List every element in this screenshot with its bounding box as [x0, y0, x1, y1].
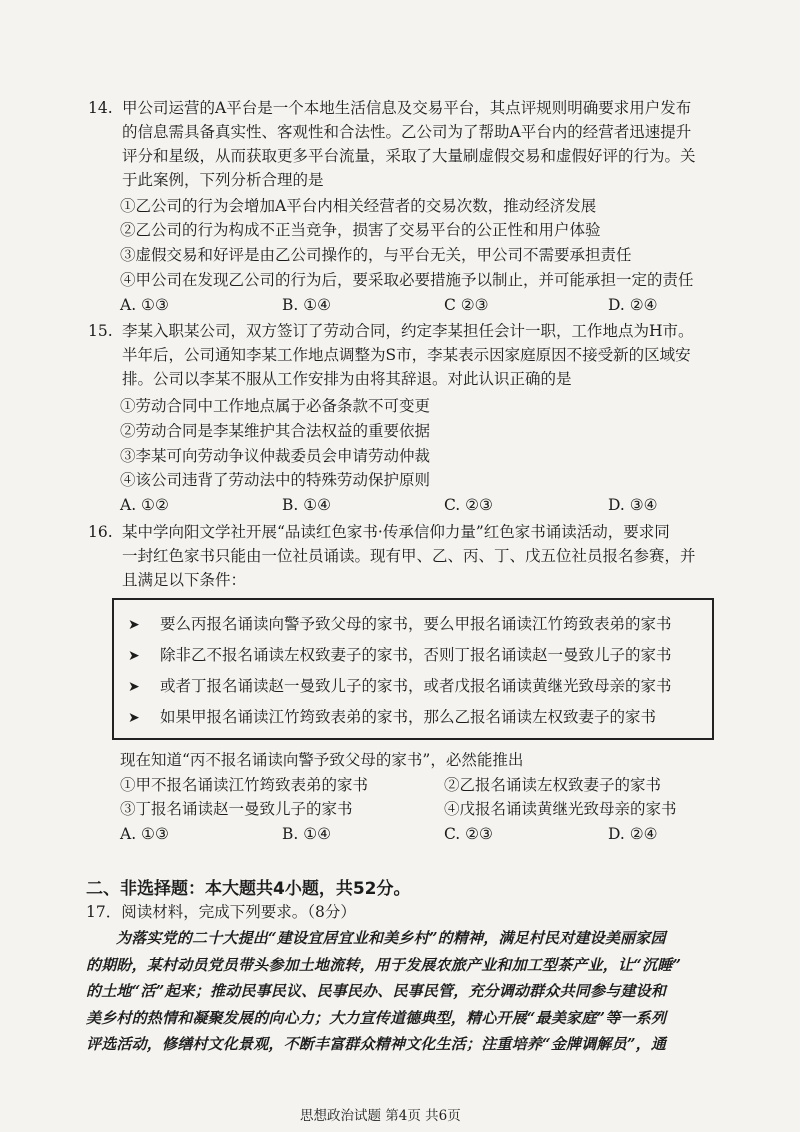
- statement-2: ②劳动合同是李某维护其合法权益的重要依据: [120, 422, 431, 440]
- question-14: [88, 96, 718, 192]
- option-c[interactable]: C. ②③: [444, 496, 493, 514]
- question-15: [88, 319, 718, 391]
- statement-2: ②乙公司的行为构成不正当竞争，损害了交易平台的公正性和用户体验: [120, 221, 601, 239]
- option-d[interactable]: D. ②④: [608, 825, 658, 843]
- arrow-icon: ➤: [128, 679, 140, 695]
- condition-1: [128, 612, 672, 637]
- condition-2: [128, 643, 672, 668]
- question-prompt: 现在知道“丙不报名诵读向警予致父母的家书”，必然能推出: [120, 751, 524, 769]
- question-16: [88, 520, 718, 592]
- option-b[interactable]: B. ①④: [282, 296, 332, 314]
- option-c[interactable]: C ②③: [444, 296, 489, 314]
- statement-3: ③虚假交易和好评是由乙公司操作的，与平台无关，甲公司不需要承担责任: [120, 246, 632, 264]
- section-title: 二、非选择题：本大题共4小题，共52分。: [86, 879, 411, 899]
- stem-line: 评分和星级，从而获取更多平台流量，采取了大量刷虚假交易和虚假好评的行为。关: [122, 147, 696, 165]
- stem-line: 排。公司以李某不服从工作安排为由将其辞退。对此认识正确的是: [122, 370, 572, 388]
- statement-4: ④甲公司在发现乙公司的行为后，要采取必要措施予以制止，并可能承担一定的责任: [120, 271, 694, 289]
- statement-3: ③丁报名诵读赵一曼致儿子的家书: [120, 800, 353, 818]
- option-b[interactable]: B. ①④: [282, 496, 332, 514]
- question-stem: [122, 96, 718, 192]
- question-number: 15.: [88, 322, 113, 340]
- arrow-icon: ➤: [128, 617, 140, 633]
- option-d[interactable]: D. ②④: [608, 296, 658, 314]
- stem-line: 且满足以下条件：: [122, 571, 247, 589]
- option-c[interactable]: C. ②③: [444, 825, 493, 843]
- material-line: 的期盼，某村动员党员带头参加土地流转，用于发展农旅产业和加工型茶产业，让“沉睡”: [86, 955, 682, 974]
- statement-2: ②乙报名诵读左权致妻子的家书: [444, 776, 662, 794]
- statement-1: ①乙公司的行为会增加A平台内相关经营者的交易次数，推动经济发展: [120, 197, 597, 215]
- statement-4: ④戊报名诵读黄继光致母亲的家书: [444, 800, 677, 818]
- option-a[interactable]: A. ①②: [120, 496, 169, 514]
- question-stem: [122, 319, 718, 391]
- material-paragraph: [86, 925, 718, 1058]
- question-number: 14.: [88, 99, 113, 117]
- stem-line: 某中学向阳文学社开展“品读红色家书·传承信仰力量”红色家书诵读活动，要求同: [122, 523, 670, 541]
- condition-3: [128, 674, 672, 699]
- option-a[interactable]: A. ①③: [120, 825, 169, 843]
- option-b[interactable]: B. ①④: [282, 825, 332, 843]
- statement-3: ③李某可向劳动争议仲裁委员会申请劳动仲裁: [120, 447, 431, 465]
- question-17-header: 17．阅读材料，完成下列要求。（8分）: [86, 903, 356, 921]
- condition-text: 除非乙不报名诵读左权致妻子的家书，否则丁报名诵读赵一曼致儿子的家书: [160, 646, 672, 664]
- stem-line: 半年后，公司通知李某工作地点调整为S市，李某表示因家庭原因不接受新的区域安: [122, 346, 691, 364]
- stem-line: 于此案例，下列分析合理的是: [122, 171, 324, 189]
- statement-1: ①甲不报名诵读江竹筠致表弟的家书: [120, 776, 369, 794]
- conditions-box: [112, 598, 714, 740]
- material-line: 为落实党的二十大提出“建设宜居宜业和美乡村”的精神，满足村民对建设美丽家园: [116, 929, 666, 947]
- page-footer: 思想政治试题 第4页 共6页: [300, 1108, 461, 1124]
- condition-text: 如果甲报名诵读江竹筠致表弟的家书，那么乙报名诵读左权致妻子的家书: [160, 708, 657, 726]
- stem-line: 的信息需具备真实性、客观性和合法性。乙公司为了帮助A平台内的经营者迅速提升: [122, 123, 692, 141]
- stem-line: 李某入职某公司，双方签订了劳动合同，约定李某担任会计一职，工作地点为H市。: [122, 322, 694, 340]
- material-line: 美乡村的热情和凝聚发展的向心力；大力宣传道德典型，精心开展“最美家庭”等一系列: [86, 1008, 667, 1027]
- question-number: 16.: [88, 523, 113, 541]
- arrow-icon: ➤: [128, 648, 140, 664]
- stem-line: 甲公司运营的A平台是一个本地生活信息及交易平台，其点评规则明确要求用户发布: [122, 99, 692, 117]
- condition-text: 要么丙报名诵读向警予致父母的家书，要么甲报名诵读江竹筠致表弟的家书: [160, 615, 672, 633]
- option-a[interactable]: A. ①③: [120, 296, 169, 314]
- statement-1: ①劳动合同中工作地点属于必备条款不可变更: [120, 397, 431, 415]
- condition-4: [128, 705, 656, 730]
- material-line: 的土地“活”起来；推动民事民议、民事民办、民事民管，充分调动群众共同参与建设和: [86, 982, 667, 1000]
- condition-text: 或者丁报名诵读赵一曼致儿子的家书，或者戊报名诵读黄继光致母亲的家书: [160, 677, 672, 695]
- statement-4: ④该公司违背了劳动法中的特殊劳动保护原则: [120, 471, 431, 489]
- question-stem: [122, 520, 718, 592]
- stem-line: 一封红色家书只能由一位社员诵读。现有甲、乙、丙、丁、戊五位社员报名参赛，并: [122, 547, 696, 565]
- material-line: 评选活动，修缮村文化景观，不断丰富群众精神文化生活；注重培养“金牌调解员”，通: [86, 1035, 667, 1053]
- option-d[interactable]: D. ③④: [608, 496, 658, 514]
- arrow-icon: ➤: [128, 710, 140, 726]
